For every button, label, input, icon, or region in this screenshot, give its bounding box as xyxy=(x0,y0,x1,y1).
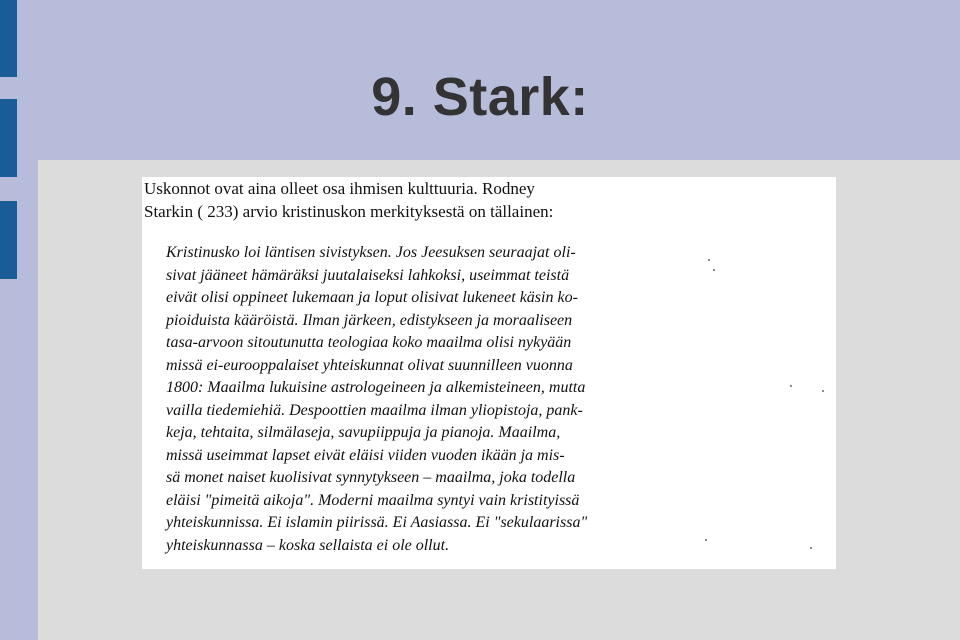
scan-speck xyxy=(790,385,792,387)
accent-bar-bottom xyxy=(0,201,17,279)
scan-speck xyxy=(708,259,710,261)
quote-line: 1800: Maailma lukuisine astrologeineen ja alkemisteineen, mutta xyxy=(166,379,586,396)
quote-line: keja, tehtaita, silmälaseja, savupiippuja ja pianoja. Maailma, xyxy=(166,424,561,441)
scan-speck xyxy=(810,547,812,549)
quote-line: pioiduista kääröistä. Ilman järkeen, edistykseen ja moraaliseen xyxy=(166,311,573,329)
quote-line: vailla tiedemiehiä. Despoottien maailma ilman yliopistoja, pank- xyxy=(166,401,583,419)
quote-line: yhteiskunnassa – koska sellaista ei ole ollut. xyxy=(166,536,450,554)
intro-paragraph xyxy=(144,177,704,223)
quote-line: sä monet naiset kuolisivat synnytykseen – maailma, joka todella xyxy=(166,469,576,486)
quote-line: eläisi "pimeitä aikoja". Moderni maailma syntyi vain kristityissä xyxy=(166,491,580,509)
slide-title: 9. Stark: xyxy=(371,67,589,127)
quote-line: Kristinusko loi läntisen sivistyksen. Jos Jeesuksen seuraajat oli- xyxy=(166,244,576,261)
scan-speck xyxy=(705,539,707,541)
scan-speck xyxy=(822,390,824,392)
quote-line: missä useimmat lapset eivät eläisi viiden vuoden ikään ja mis- xyxy=(166,446,565,464)
intro-line: Uskonnot ovat aina olleet osa ihmisen kulttuuria. Rodney xyxy=(144,179,535,198)
intro-line: Starkin ( 233) arvio kristinuskon merkityksestä on tällainen: xyxy=(144,202,554,221)
quote-paragraph xyxy=(166,242,726,557)
scanned-text-image xyxy=(142,177,836,569)
quote-line: sivat jääneet hämäräksi juutalaiseksi lahkoksi, useimmat teistä xyxy=(166,266,570,284)
quote-line: eivät olisi oppineet lukemaan ja loput olisivat lukeneet käsin ko- xyxy=(166,289,578,306)
quote-line: yhteiskunnissa. Ei islamin piirissä. Ei Aasiassa. Ei "sekulaarissa" xyxy=(166,514,588,531)
quote-line: tasa-arvoon sitoutunutta teologiaa koko maailma olisi nykyään xyxy=(166,334,572,351)
quote-line: missä ei-eurooppalaiset yhteiskunnat olivat suunnilleen vuonna xyxy=(166,356,573,374)
scan-speck xyxy=(713,269,715,271)
